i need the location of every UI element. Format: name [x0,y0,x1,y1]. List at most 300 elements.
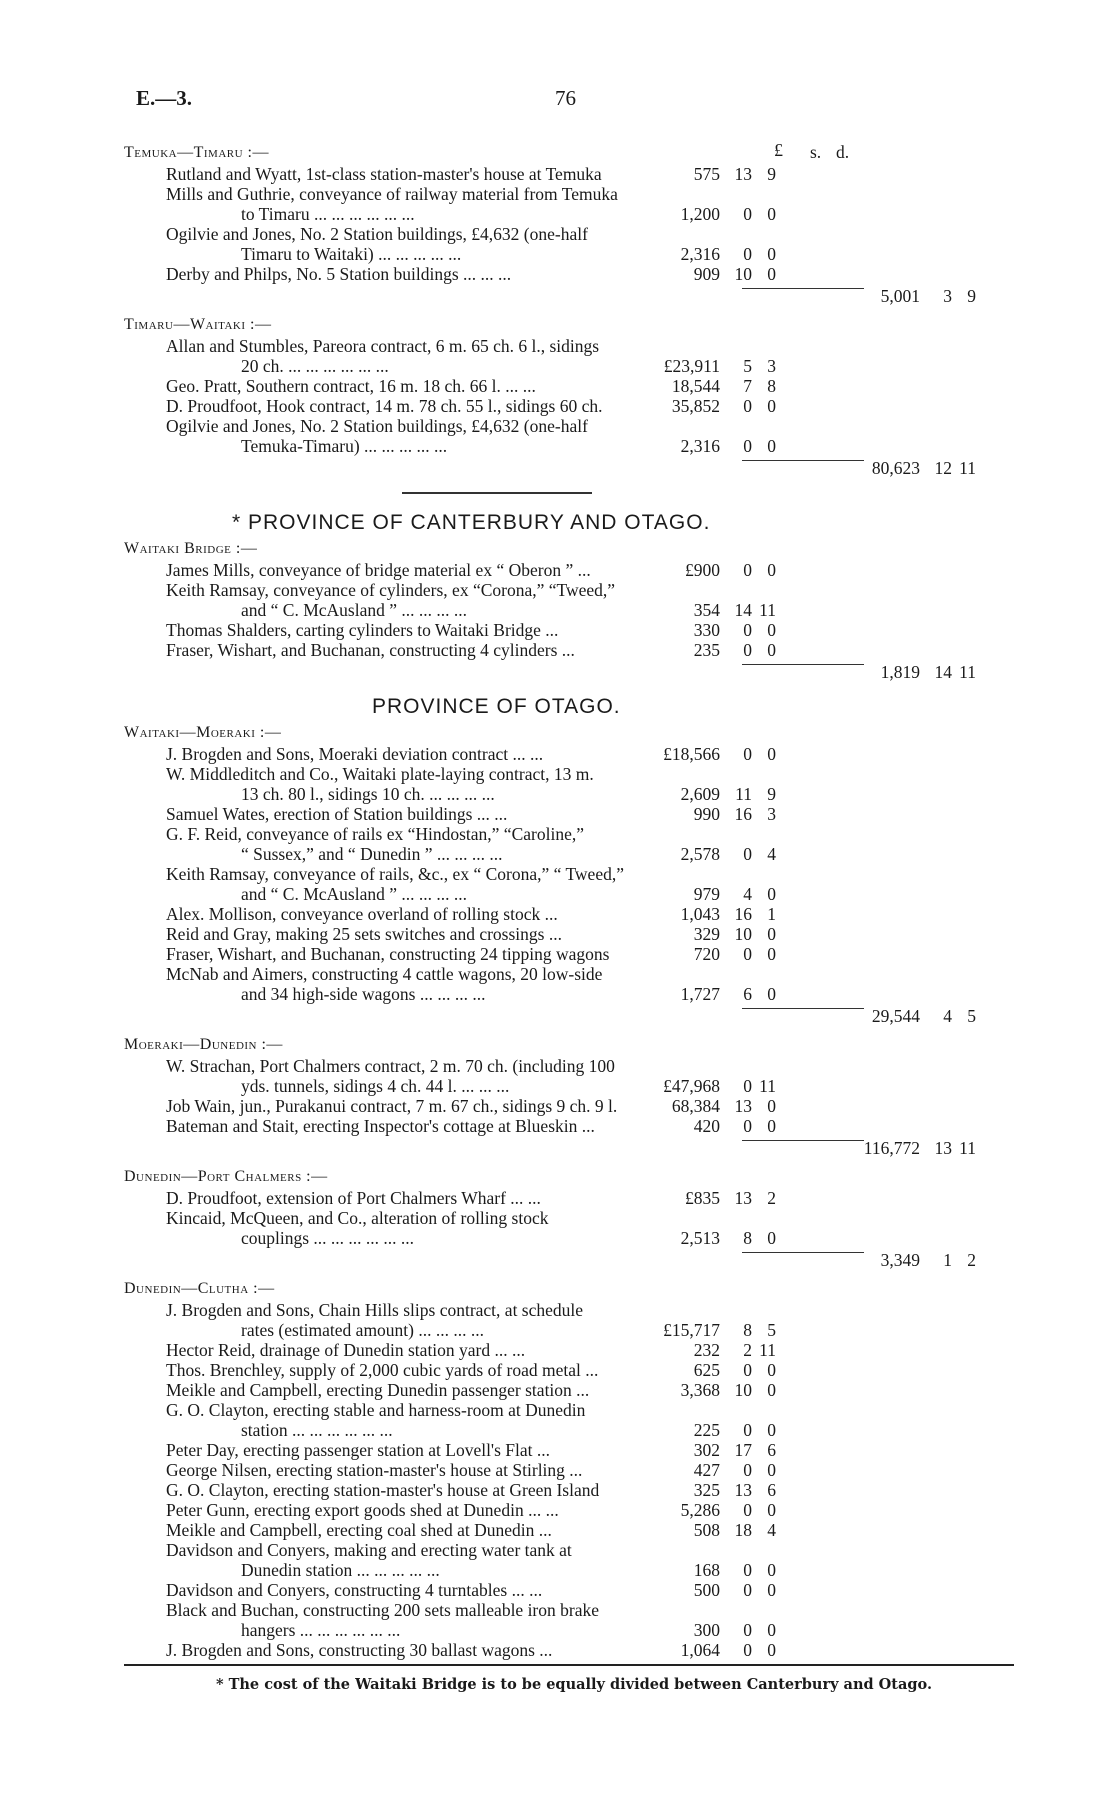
ledger-entry [124,1640,1024,1660]
entry-shillings: 0 [743,1459,752,1480]
entry-line: W. Strachan, Port Chalmers contract, 2 m. 70 ch. (including 100 [166,1055,615,1076]
entry-amount [600,640,790,660]
ledger-entry [124,1520,1024,1540]
entry-amount [600,1420,790,1440]
ledger-entry [124,804,1024,824]
entry-line: Ogilvie and Jones, No. 2 Station buildings, £4,632 (one-half [166,224,588,244]
entry-shillings: 0 [743,436,752,456]
total-pence: 2 [967,1249,976,1270]
entry-pence: 9 [767,783,776,804]
total-pounds: 1,819 [880,661,920,682]
entry-line: J. Brogden and Sons, constructing 30 ballast wagons ... [166,1639,553,1660]
section-total [124,1138,1024,1160]
entry-pounds: 500 [693,1579,720,1600]
entry-amount [600,244,790,264]
ledger-entry [124,1360,1024,1380]
entry-line: Kincaid, McQueen, and Co., alteration of rolling stock [166,1207,549,1228]
entry-line: Geo. Pratt, Southern contract, 16 m. 18 ch. 66 l. ... ... [166,376,536,396]
entry-shillings: 0 [743,743,752,764]
entry-amount [600,620,790,640]
entry-shillings: 10 [734,1379,752,1400]
entry-pence: 0 [767,943,776,964]
entry-line: Ogilvie and Jones, No. 2 Station buildings, £4,632 (one-half [166,416,588,436]
entry-shillings: 0 [743,1639,752,1660]
entry-amount [600,1500,790,1520]
entry-pence: 0 [767,559,776,580]
section-title: Waitaki—Moeraki :— [124,723,282,741]
entry-line: D. Proudfoot, extension of Port Chalmers Wharf ... ... [166,1187,541,1208]
entry-amount [600,264,790,284]
entry-pounds: 2,316 [680,244,720,264]
total-shillings: 3 [943,286,952,306]
ledger-entry [124,620,1024,640]
entry-pence: 0 [767,1419,776,1440]
entry-line: Alex. Mollison, conveyance overland of rolling stock ... [166,903,558,924]
entry-pence: 8 [767,376,776,396]
ledger-entry [124,1380,1024,1400]
entry-pence: 0 [767,923,776,944]
province-heading: * PROVINCE OF CANTERBURY AND OTAGO. [232,510,711,534]
ledger-entry [124,1116,1024,1136]
entry-amount [600,1580,790,1600]
entry-amount [600,1560,790,1580]
entry-line: and “ C. McAusland ” ... ... ... ... [241,883,468,904]
entry-amount [600,744,790,764]
entry-shillings: 0 [743,1115,752,1136]
entry-pounds: 35,852 [671,396,720,416]
entry-amount [600,1096,790,1116]
entry-line: Thomas Shalders, carting cylinders to Waitaki Bridge ... [166,619,559,640]
entry-pence: 9 [767,164,776,184]
entry-pounds: 5,286 [680,1499,720,1520]
entry-shillings: 0 [743,619,752,640]
entry-amount [600,1460,790,1480]
section-total [124,286,1024,308]
page-number: 76 [555,86,576,110]
entry-line: Fraser, Wishart, and Buchanan, constructing 24 tipping wagons [166,943,610,964]
entry-pence: 11 [759,1339,776,1360]
ledger-section [124,1166,1024,1278]
total-shillings: 14 [934,661,952,682]
entry-shillings: 11 [735,783,752,804]
entry-amount [600,436,790,456]
ledger-section [124,1034,1024,1166]
entry-pence: 4 [767,843,776,864]
entry-shillings: 16 [734,803,752,824]
ledger-entry [124,640,1024,660]
entry-pounds: 625 [693,1359,720,1380]
pounds-header: £ [774,140,783,160]
entry-amount [600,1620,790,1640]
section-gap [124,684,1024,690]
entry-pence: 3 [767,356,776,376]
entry-line: Keith Ramsay, conveyance of cylinders, ex “Corona,” “Tweed,” [166,579,616,600]
ledger-entry [124,224,1024,264]
entry-shillings: 0 [743,1559,752,1580]
entry-shillings: 10 [734,264,752,284]
entry-amount [600,396,790,416]
entry-line: 20 ch. ... ... ... ... ... ... [241,356,389,376]
entry-pounds: 225 [693,1419,720,1440]
entry-line: rates (estimated amount) ... ... ... ... [241,1319,484,1340]
entry-pounds: 2,513 [680,1227,720,1248]
entry-pounds: 2,578 [680,843,720,864]
entry-line: Dunedin station ... ... ... ... ... [241,1559,440,1580]
entry-shillings: 0 [743,1359,752,1380]
entry-amount [600,560,790,580]
entry-line: station ... ... ... ... ... ... [241,1419,393,1440]
entry-pence: 6 [767,1439,776,1460]
section-total [124,662,1024,684]
ledger-section [124,142,1024,314]
ledger-entry [124,1400,1024,1440]
ledger-entry [124,1096,1024,1116]
entry-amount [600,1440,790,1460]
entry-pounds: 575 [693,164,720,184]
ledger-section [124,1278,1024,1666]
ledger-content [124,142,1024,1693]
entry-pence: 1 [767,903,776,924]
entry-pence: 0 [767,1379,776,1400]
entry-pounds: £18,566 [663,743,720,764]
entry-line: Davidson and Conyers, constructing 4 turntables ... ... [166,1579,543,1600]
entry-shillings: 13 [734,164,752,184]
entry-line: G. F. Reid, conveyance of rails ex “Hindostan,” “Caroline,” [166,823,584,844]
entry-pounds: 354 [693,599,720,620]
entry-line: “ Sussex,” and “ Dunedin ” ... ... ... ... [241,843,503,864]
section-gap [124,480,1024,486]
entry-pence: 0 [767,244,776,264]
entry-shillings: 0 [743,244,752,264]
entry-line: Davidson and Conyers, making and erecting water tank at [166,1539,572,1560]
ledger-entry [124,580,1024,620]
entry-shillings: 0 [743,639,752,660]
entry-amount [600,1640,790,1660]
entry-shillings: 0 [743,396,752,416]
entry-pence: 0 [767,1619,776,1640]
footnote: * The cost of the Waitaki Bridge is to be equally divided between Canterbury and Otago. [215,1675,933,1693]
ledger-entry [124,396,1024,416]
entry-line: J. Brogden and Sons, Moeraki deviation contract ... ... [166,743,544,764]
ledger-entry [124,1208,1024,1248]
entry-amount [600,1188,790,1208]
total-pounds: 5,001 [880,286,920,306]
footnote-rule [124,1664,1014,1666]
entry-shillings: 5 [743,356,752,376]
entry-pounds: 2,609 [680,783,720,804]
entry-line: and “ C. McAusland ” ... ... ... ... [241,599,468,620]
pence-header: d. [836,142,850,162]
ledger-entry [124,1188,1024,1208]
entry-amount [600,1380,790,1400]
ledger-entry [124,1500,1024,1520]
entry-pounds: 3,368 [680,1379,720,1400]
entry-pence: 3 [767,803,776,824]
entry-line: and 34 high-side wagons ... ... ... ... [241,983,486,1004]
entry-pence: 0 [767,396,776,416]
ledger-entry [124,1340,1024,1360]
entry-pence: 0 [767,1459,776,1480]
entry-amount [600,204,790,224]
entry-pounds: 300 [693,1619,720,1640]
entry-shillings: 0 [743,1075,752,1096]
entry-line: Samuel Wates, erection of Station buildings ... ... [166,803,508,824]
ledger-entry [124,376,1024,396]
entry-pounds: 18,544 [671,376,720,396]
entry-shillings: 13 [734,1095,752,1116]
entry-pounds: 232 [693,1339,720,1360]
entry-pounds: 2,316 [680,436,720,456]
entry-pence: 0 [767,983,776,1004]
entry-pence: 0 [767,1639,776,1660]
entry-amount [600,844,790,864]
entry-pounds: 235 [693,639,720,660]
entry-pence: 11 [759,1075,776,1096]
entry-pounds: 979 [693,883,720,904]
ledger-entry [124,1440,1024,1460]
entry-line: Bateman and Stait, erecting Inspector's cottage at Blueskin ... [166,1115,595,1136]
entry-line: D. Proudfoot, Hook contract, 14 m. 78 ch. 55 l., sidings 60 ch. [166,396,603,416]
entry-pounds: 302 [693,1439,720,1460]
entry-amount [600,600,790,620]
entry-pence: 0 [767,883,776,904]
entry-line: 13 ch. 80 l., sidings 10 ch. ... ... ... ... [241,783,495,804]
ledger-entry [124,744,1024,764]
entry-line: Black and Buchan, constructing 200 sets malleable iron brake [166,1599,599,1620]
report-reference: E.—3. [136,86,193,110]
entry-pounds: 329 [693,923,720,944]
entry-pence: 0 [767,264,776,284]
section-title: Waitaki Bridge :— [124,539,258,557]
entry-pounds: 508 [693,1519,720,1540]
entry-line: couplings ... ... ... ... ... ... [241,1227,415,1248]
entry-shillings: 0 [743,1619,752,1640]
entry-pounds: 168 [693,1559,720,1580]
entry-amount [600,884,790,904]
entry-line: Reid and Gray, making 25 sets switches and crossings ... [166,923,562,944]
entry-amount [600,784,790,804]
total-pence: 5 [967,1005,976,1026]
ledger-entry [124,1580,1024,1600]
entry-pence: 11 [759,599,776,620]
total-pounds: 116,772 [863,1137,920,1158]
entry-amount [600,1340,790,1360]
entry-line: Peter Gunn, erecting export goods shed at Dunedin ... ... [166,1499,559,1520]
entry-amount [600,804,790,824]
total-pence: 11 [959,1137,976,1158]
entry-shillings: 8 [743,1227,752,1248]
section-title: Dunedin—Port Chalmers :— [124,1167,328,1185]
entry-line: George Nilsen, erecting station-master's house at Stirling ... [166,1459,583,1480]
entry-shillings: 0 [743,843,752,864]
entry-pence: 0 [767,1095,776,1116]
entry-shillings: 2 [743,1339,752,1360]
total-shillings: 4 [943,1005,952,1026]
entry-line: to Timaru ... ... ... ... ... ... [241,204,415,224]
entry-line: McNab and Aimers, constructing 4 cattle wagons, 20 low-side [166,963,603,984]
entry-pence: 0 [767,1559,776,1580]
ledger-entry [124,904,1024,924]
province-divider [402,492,592,494]
entry-pounds: 1,727 [680,983,720,1004]
entry-shillings: 0 [743,1579,752,1600]
section-title: Moeraki—Dunedin :— [124,1035,283,1053]
entry-pounds: 1,043 [680,903,720,924]
section-total [124,1250,1024,1272]
entry-pence: 0 [767,1227,776,1248]
entry-shillings: 8 [743,1319,752,1340]
entry-amount [600,924,790,944]
entry-line: Hector Reid, drainage of Dunedin station yard ... ... [166,1339,526,1360]
ledger-entry [124,264,1024,284]
entry-pence: 0 [767,436,776,456]
entry-amount [600,376,790,396]
entry-shillings: 0 [743,204,752,224]
ledger-entry [124,1056,1024,1096]
entry-pounds: 420 [693,1115,720,1136]
province-heading: PROVINCE OF OTAGO. [372,694,621,718]
entry-pounds: £900 [685,559,720,580]
entry-amount [600,984,790,1004]
entry-shillings: 13 [734,1479,752,1500]
entry-shillings: 14 [734,599,752,620]
entry-line: G. O. Clayton, erecting stable and harness-room at Dunedin [166,1399,586,1420]
ledger-entry [124,416,1024,456]
entry-pounds: 1,064 [680,1639,720,1660]
entry-amount [600,1116,790,1136]
ledger-entry [124,1480,1024,1500]
entry-shillings: 0 [743,1419,752,1440]
total-shillings: 1 [943,1249,952,1270]
entry-shillings: 10 [734,923,752,944]
entry-amount [600,1520,790,1540]
entry-pounds: 68,384 [671,1095,720,1116]
entry-pounds: 427 [693,1459,720,1480]
entry-shillings: 4 [743,883,752,904]
ledger-entry [124,1600,1024,1640]
ledger-entry [124,1300,1024,1340]
entry-line: Temuka-Timaru) ... ... ... ... ... [241,436,448,456]
entry-shillings: 17 [734,1439,752,1460]
page-header [0,86,1114,120]
entry-pounds: 1,200 [680,204,720,224]
entry-pence: 0 [767,619,776,640]
ledger-entry [124,764,1024,804]
entry-amount [600,164,790,184]
total-pence: 11 [959,458,976,478]
entry-pence: 0 [767,1579,776,1600]
ledger-section [124,538,1024,690]
ledger-entry [124,944,1024,964]
entry-line: Mills and Guthrie, conveyance of railway material from Temuka [166,184,618,204]
entry-pence: 0 [767,1359,776,1380]
entry-amount [600,1228,790,1248]
entry-pence: 0 [767,1115,776,1136]
entry-line: Meikle and Campbell, erecting Dunedin passenger station ... [166,1379,590,1400]
entry-pounds: 990 [693,803,720,824]
entry-amount [600,904,790,924]
entry-amount [600,356,790,376]
total-shillings: 12 [934,458,952,478]
entry-amount [600,1320,790,1340]
entry-pence: 6 [767,1479,776,1500]
section-total [124,1006,1024,1028]
entry-line: Allan and Stumbles, Pareora contract, 6 m. 65 ch. 6 l., sidings [166,336,600,356]
section-title: Temuka—Timaru :— [124,144,269,161]
total-pence: 9 [967,286,976,306]
total-pounds: 3,349 [880,1249,920,1270]
entry-pounds: £15,717 [663,1319,720,1340]
entry-line: G. O. Clayton, erecting station-master's house at Green Island [166,1479,600,1500]
entry-shillings: 7 [743,376,752,396]
entry-amount [600,1480,790,1500]
entry-line: W. Middleditch and Co., Waitaki plate-laying contract, 13 m. [166,763,594,784]
total-pounds: 80,623 [871,458,920,478]
ledger-entry [124,184,1024,224]
entry-pounds: 330 [693,619,720,640]
entry-shillings: 16 [734,903,752,924]
entry-pounds: £47,968 [663,1075,720,1096]
entry-shillings: 18 [734,1519,752,1540]
entry-line: Rutland and Wyatt, 1st-class station-master's house at Temuka [166,164,602,184]
entry-line: Keith Ramsay, conveyance of rails, &c., ex “ Corona,” “ Tweed,” [166,863,624,884]
entry-line: hangers ... ... ... ... ... ... [241,1619,401,1640]
entry-pounds: 909 [693,264,720,284]
section-title: Dunedin—Clutha :— [124,1279,275,1297]
total-pounds: 29,544 [871,1005,920,1026]
ledger-entry [124,164,1024,184]
entry-pence: 4 [767,1519,776,1540]
entry-pence: 2 [767,1187,776,1208]
entry-line: Meikle and Campbell, erecting coal shed at Dunedin ... [166,1519,552,1540]
ledger-entry [124,1540,1024,1580]
entry-pence: 0 [767,204,776,224]
ledger-entry [124,1460,1024,1480]
shillings-header: s. [810,142,822,162]
entry-pence: 0 [767,1499,776,1520]
entry-pounds: 325 [693,1479,720,1500]
entry-amount [600,1360,790,1380]
entry-line: Peter Day, erecting passenger station at Lovell's Flat ... [166,1439,550,1460]
entry-shillings: 13 [734,1187,752,1208]
ledger-section [124,314,1024,486]
entry-amount [600,1076,790,1096]
entry-shillings: 0 [743,559,752,580]
ledger-entry [124,964,1024,1004]
total-pence: 11 [959,661,976,682]
entry-pounds: £23,911 [663,356,720,376]
entry-pounds: 720 [693,943,720,964]
entry-shillings: 0 [743,1499,752,1520]
section-total [124,458,1024,480]
entry-line: Fraser, Wishart, and Buchanan, constructing 4 cylinders ... [166,639,575,660]
entry-line: Job Wain, jun., Purakanui contract, 7 m. 67 ch., sidings 9 ch. 9 l. [166,1095,618,1116]
total-shillings: 13 [934,1137,952,1158]
entry-line: Thos. Brenchley, supply of 2,000 cubic yards of road metal ... [166,1359,599,1380]
entry-shillings: 6 [743,983,752,1004]
ledger-entry [124,864,1024,904]
entry-line: yds. tunnels, sidings 4 ch. 44 l. ... ... ... [241,1075,510,1096]
entry-line: Timaru to Waitaki) ... ... ... ... ... [241,244,462,264]
ledger-entry [124,824,1024,864]
entry-amount [600,944,790,964]
ledger-entry [124,336,1024,376]
ledger-entry [124,924,1024,944]
entry-line: Derby and Philps, No. 5 Station buildings ... ... ... [166,264,512,284]
ledger-section [124,722,1024,1034]
section-title: Timaru—Waitaki :— [124,316,272,333]
entry-line: James Mills, conveyance of bridge material ex “ Oberon ” ... [166,559,591,580]
